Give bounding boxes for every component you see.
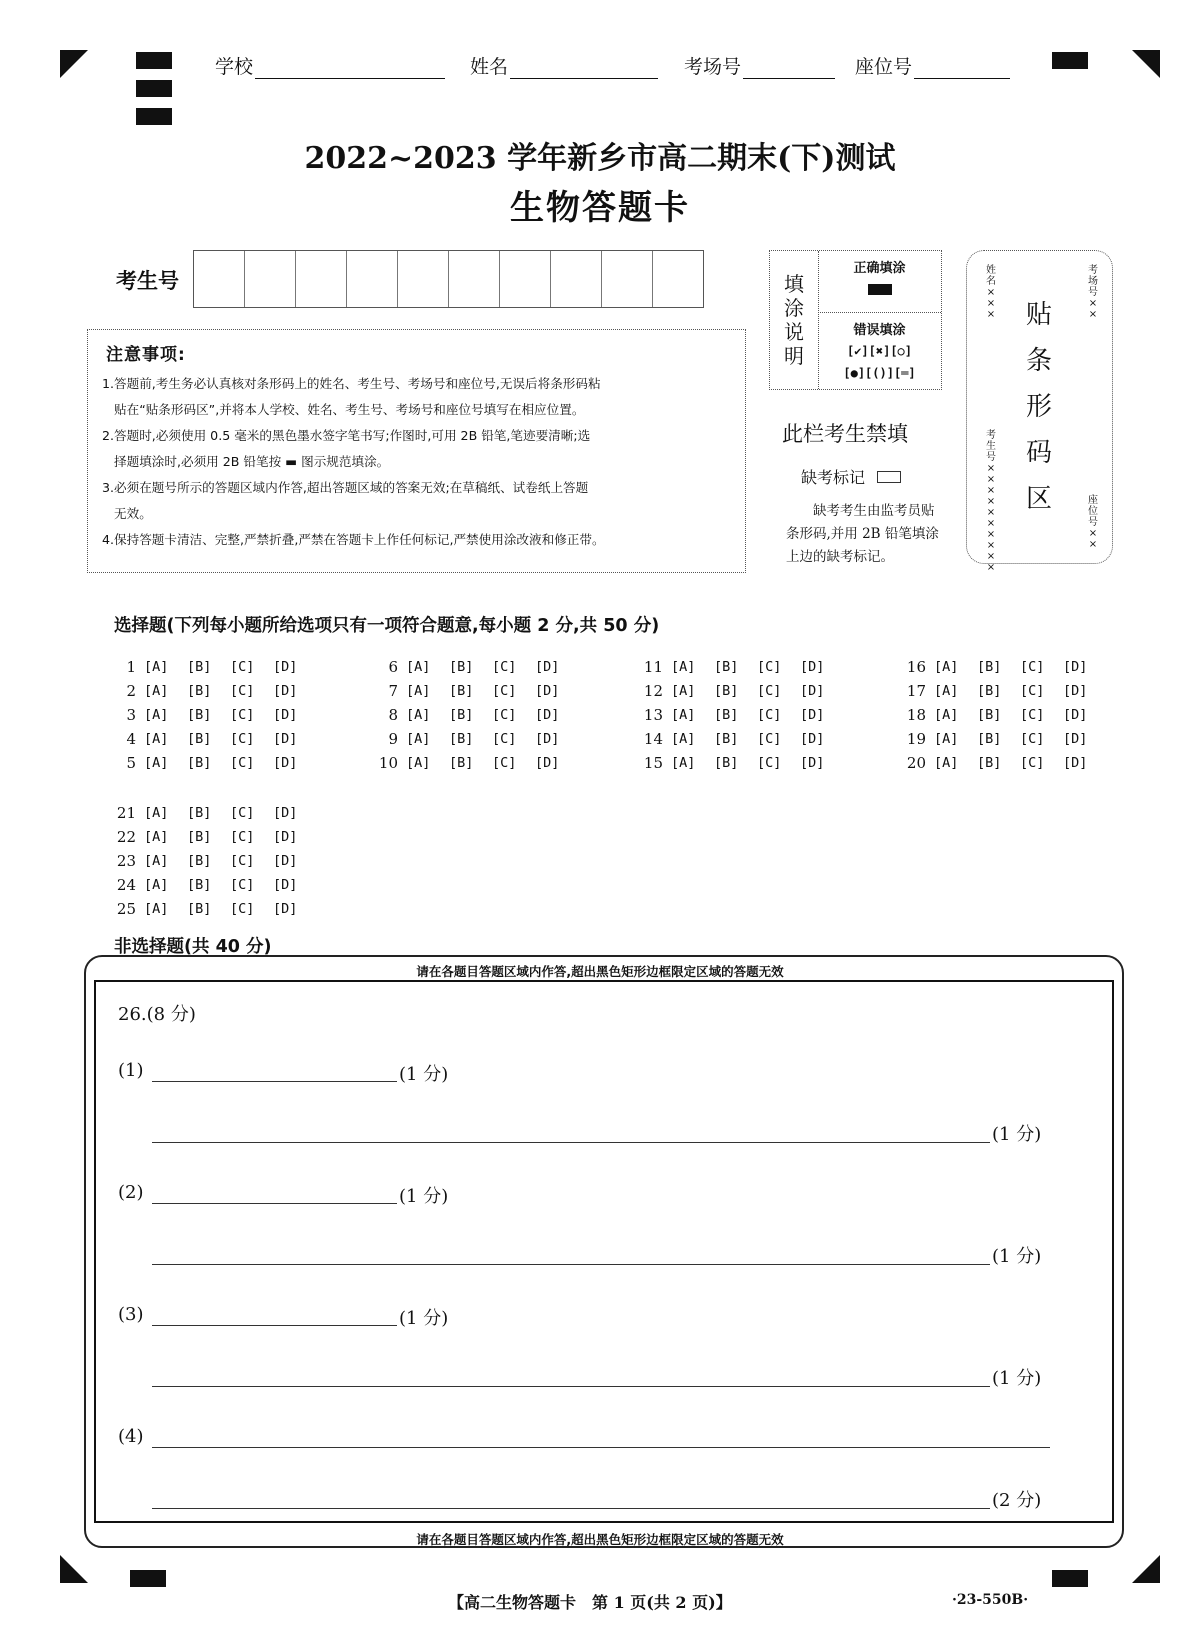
choice-question	[370, 658, 578, 676]
choice-question	[635, 682, 843, 700]
answer-bubble[interactable]: [A]	[671, 755, 696, 771]
part-label: (1)	[118, 1060, 144, 1081]
answer-bubble[interactable]: [B]	[449, 731, 474, 747]
candidate-digit-box[interactable]	[602, 251, 653, 307]
answer-bubble[interactable]: [C]	[230, 731, 255, 747]
question-number: 14	[643, 730, 663, 748]
answer-bubble[interactable]: [B]	[977, 707, 1002, 723]
answer-bubble[interactable]: [D]	[535, 707, 560, 723]
question-number: 6	[388, 658, 398, 676]
question-number: 2	[126, 682, 136, 700]
wrong-fill-row: [●][()][═]	[843, 366, 916, 380]
answer-bubble[interactable]: [A]	[671, 659, 696, 675]
corner-mark-bottom-left	[60, 1555, 88, 1583]
answer-bubble[interactable]: [B]	[187, 707, 212, 723]
answer-bubble[interactable]: [A]	[144, 731, 169, 747]
school-field[interactable]	[215, 52, 445, 79]
answer-bubble[interactable]: [B]	[187, 659, 212, 675]
choice-question	[898, 682, 1106, 700]
answer-region-26[interactable]	[94, 980, 1114, 1523]
answer-bubble[interactable]: [C]	[1020, 659, 1045, 675]
answer-bubble[interactable]: [D]	[273, 683, 298, 699]
part-score: (1 分)	[992, 1124, 1042, 1145]
answer-bubble[interactable]: [A]	[671, 731, 696, 747]
answer-bubble[interactable]: [D]	[800, 731, 825, 747]
answer-bubble[interactable]: [A]	[144, 755, 169, 771]
scan-mark	[130, 1570, 166, 1587]
answer-bubble[interactable]: [B]	[449, 683, 474, 699]
filled-bubble-icon	[868, 284, 892, 295]
absent-checkbox[interactable]	[877, 471, 901, 483]
answer-bubble[interactable]: [A]	[934, 731, 959, 747]
answer-blank[interactable]	[152, 1081, 397, 1082]
choice-question	[635, 754, 843, 772]
question-number: 24	[116, 876, 136, 894]
question-number: 10	[378, 754, 398, 772]
wrong-fill-example	[818, 313, 941, 389]
answer-bubble[interactable]: [A]	[406, 659, 431, 675]
question-number: 16	[906, 658, 926, 676]
answer-bubble[interactable]: [A]	[671, 683, 696, 699]
question-number: 5	[126, 754, 136, 772]
answer-bubble[interactable]: [A]	[144, 683, 169, 699]
answer-bubble[interactable]: [C]	[1020, 707, 1045, 723]
wrong-fill-row: [✔][✖][○]	[846, 344, 913, 358]
scan-mark	[1052, 52, 1088, 69]
answer-bubble[interactable]: [D]	[273, 659, 298, 675]
answer-bubble[interactable]: [B]	[187, 901, 212, 917]
question-number: 23	[116, 852, 136, 870]
answer-bubble[interactable]: [C]	[492, 659, 517, 675]
answer-bubble[interactable]: [B]	[714, 707, 739, 723]
part-label: (4)	[118, 1426, 144, 1447]
answer-bubble[interactable]: [B]	[977, 683, 1002, 699]
question-number: 9	[388, 730, 398, 748]
answer-bubble[interactable]: [C]	[230, 829, 255, 845]
name-line	[510, 60, 658, 79]
answer-bubble[interactable]: [B]	[714, 683, 739, 699]
choice-section-title: 选择题(下列每小题所给选项只有一项符合题意,每小题 2 分,共 50 分)	[114, 616, 660, 636]
answer-bubble[interactable]: [C]	[492, 731, 517, 747]
part-score: (1 分)	[992, 1246, 1042, 1267]
answer-bubble[interactable]: [C]	[230, 683, 255, 699]
choice-question	[108, 658, 316, 676]
answer-bubble[interactable]: [B]	[449, 659, 474, 675]
note-item-cont: 贴在“贴条形码区”,并将本人学校、姓名、考生号、考场号和座位号填写在相应位置。	[114, 402, 585, 417]
correct-fill-label: 正确填涂	[853, 261, 906, 276]
question-number: 18	[906, 706, 926, 724]
answer-bubble[interactable]: [D]	[535, 731, 560, 747]
choice-question	[108, 828, 316, 846]
answer-bubble[interactable]: [D]	[800, 659, 825, 675]
answer-bubble[interactable]: [D]	[1063, 707, 1088, 723]
candidate-digit-box[interactable]	[245, 251, 296, 307]
candidate-digit-box[interactable]	[449, 251, 500, 307]
question-number: 21	[116, 804, 136, 822]
answer-bubble[interactable]: [B]	[449, 755, 474, 771]
answer-bubble[interactable]: [D]	[1063, 659, 1088, 675]
question-number: 8	[388, 706, 398, 724]
answer-bubble[interactable]: [C]	[230, 805, 255, 821]
candidate-digit-box[interactable]	[296, 251, 347, 307]
corner-mark-top-right	[1132, 50, 1160, 78]
choice-question	[898, 730, 1106, 748]
answer-bubble[interactable]: [B]	[977, 731, 1002, 747]
answer-bubble[interactable]: [C]	[757, 683, 782, 699]
note-item-cont: 择题填涂时,必须用 2B 铅笔按 ▬ 图示规范填涂。	[114, 454, 390, 469]
answer-bubble[interactable]: [B]	[977, 755, 1002, 771]
answer-bubble[interactable]: [A]	[144, 659, 169, 675]
answer-bubble[interactable]: [B]	[714, 755, 739, 771]
corner-mark-bottom-right	[1132, 1555, 1160, 1583]
part-score: (1 分)	[399, 1186, 449, 1207]
choice-question	[370, 682, 578, 700]
answer-bubble[interactable]: [B]	[187, 829, 212, 845]
answer-bubble[interactable]: [D]	[535, 683, 560, 699]
question-number: 20	[906, 754, 926, 772]
scan-mark	[1052, 1570, 1088, 1587]
answer-bubble[interactable]: [B]	[187, 805, 212, 821]
note-item: 4.保持答题卡清洁、完整,严禁折叠,严禁在答题卡上作任何标记,严禁使用涂改液和修正带。	[102, 532, 605, 547]
fill-instructions	[769, 250, 942, 390]
question-number: 25	[116, 900, 136, 918]
notes-box	[87, 329, 746, 573]
barcode-area-label: 贴 条 形 码 区	[1025, 300, 1052, 514]
answer-bubble[interactable]: [C]	[492, 755, 517, 771]
question-number: 19	[906, 730, 926, 748]
question-number: 12	[643, 682, 663, 700]
absent-note: 缺考考生由监考员贴条形码,并用 2B 铅笔填涂上边的缺考标记。	[786, 503, 939, 565]
choice-question	[108, 706, 316, 724]
answer-bubble[interactable]: [C]	[230, 755, 255, 771]
name-label: 姓名	[470, 56, 509, 78]
answer-bubble[interactable]: [B]	[714, 731, 739, 747]
answer-bubble[interactable]: [A]	[144, 707, 169, 723]
answer-bubble[interactable]: [A]	[406, 683, 431, 699]
seat-field[interactable]	[855, 52, 1010, 79]
answer-bubble[interactable]: [B]	[187, 755, 212, 771]
answer-bubble[interactable]: [C]	[757, 755, 782, 771]
candidate-digit-box[interactable]	[398, 251, 449, 307]
answer-blank[interactable]	[152, 1142, 990, 1143]
part-label: (3)	[118, 1304, 144, 1325]
answer-bubble[interactable]: [D]	[273, 755, 298, 771]
answer-bubble[interactable]: [D]	[273, 901, 298, 917]
page-footer: 【高二生物答题卡 第 1 页(共 2 页)】	[448, 1593, 732, 1612]
barcode-seat-placeholder: 座位号××	[1088, 495, 1098, 550]
answer-bubble[interactable]: [C]	[492, 707, 517, 723]
answer-bubble[interactable]: [A]	[934, 707, 959, 723]
answer-bubble[interactable]: [A]	[406, 731, 431, 747]
choice-question	[108, 730, 316, 748]
barcode-name-placeholder: 姓名×××	[986, 265, 996, 320]
answer-bubble[interactable]: [A]	[144, 877, 169, 893]
answer-bubble[interactable]: [A]	[934, 659, 959, 675]
choice-question	[370, 754, 578, 772]
answer-bubble[interactable]: [D]	[1063, 731, 1088, 747]
candidate-digit-box[interactable]	[551, 251, 602, 307]
answer-blank[interactable]	[152, 1325, 397, 1326]
answer-bubble[interactable]: [C]	[1020, 731, 1045, 747]
answer-bubble[interactable]: [C]	[757, 659, 782, 675]
paper-code: ·23-550B·	[952, 1592, 1029, 1608]
choice-question	[108, 876, 316, 894]
card-title: 生物答题卡	[510, 188, 690, 228]
answer-bubble[interactable]: [D]	[1063, 683, 1088, 699]
note-item: 2.答题时,必须使用 0.5 毫米的黑色墨水签字笔书写;作图时,可用 2B 铅笔,笔迹要清晰;选	[102, 428, 591, 443]
choice-question	[635, 706, 843, 724]
school-line	[255, 60, 445, 79]
answer-bubble[interactable]: [B]	[187, 731, 212, 747]
notes-heading: 注意事项:	[106, 345, 186, 365]
exam-title: 2022~2023 学年新乡市高二期末(下)测试	[304, 141, 896, 176]
exam-room-label: 考场号	[684, 56, 742, 78]
answer-warning-top: 请在各题目答题区域内作答,超出黑色矩形边框限定区域的答题无效	[416, 964, 784, 979]
barcode-room-placeholder: 考场号××	[1088, 265, 1098, 320]
answer-bubble[interactable]: [A]	[406, 755, 431, 771]
choice-question	[635, 730, 843, 748]
answer-bubble[interactable]: [D]	[800, 683, 825, 699]
answer-blank[interactable]	[152, 1447, 1050, 1448]
answer-bubble[interactable]: [C]	[757, 731, 782, 747]
choice-question	[108, 682, 316, 700]
part-score: (1 分)	[399, 1064, 449, 1085]
choice-question	[898, 658, 1106, 676]
answer-bubble[interactable]: [D]	[273, 707, 298, 723]
choice-question	[108, 754, 316, 772]
exam-room-field[interactable]	[684, 52, 835, 79]
question-number: 22	[116, 828, 136, 846]
seat-label: 座位号	[855, 56, 913, 78]
answer-bubble[interactable]: [B]	[714, 659, 739, 675]
answer-bubble[interactable]: [B]	[977, 659, 1002, 675]
scan-mark	[136, 108, 172, 125]
scan-mark	[136, 80, 172, 97]
scan-mark	[136, 52, 172, 69]
answer-blank[interactable]	[152, 1508, 990, 1509]
answer-bubble[interactable]: [D]	[273, 877, 298, 893]
corner-mark-top-left	[60, 50, 88, 78]
answer-bubble[interactable]: [A]	[144, 901, 169, 917]
answer-bubble[interactable]: [D]	[273, 731, 298, 747]
answer-bubble[interactable]: [C]	[230, 853, 255, 869]
answer-bubble[interactable]: [A]	[144, 853, 169, 869]
candidate-digit-box[interactable]	[500, 251, 551, 307]
choice-question	[370, 706, 578, 724]
answer-bubble[interactable]: [D]	[535, 755, 560, 771]
answer-bubble[interactable]: [B]	[187, 683, 212, 699]
part-score: (1 分)	[399, 1308, 449, 1329]
question-26-title: 26.(8 分)	[118, 1004, 196, 1025]
question-number: 7	[388, 682, 398, 700]
answer-bubble[interactable]: [D]	[273, 853, 298, 869]
answer-bubble[interactable]: [B]	[187, 877, 212, 893]
school-label: 学校	[215, 56, 254, 78]
answer-bubble[interactable]: [D]	[1063, 755, 1088, 771]
answer-bubble[interactable]: [D]	[535, 659, 560, 675]
note-item: 3.必须在题号所示的答题区域内作答,超出答题区域的答案无效;在草稿纸、试卷纸上答题	[102, 480, 589, 495]
answer-bubble[interactable]: [C]	[757, 707, 782, 723]
part-label: (2)	[118, 1182, 144, 1203]
answer-bubble[interactable]: [D]	[273, 805, 298, 821]
choice-question	[108, 852, 316, 870]
absent-mark-label: 缺考标记	[801, 468, 866, 487]
choice-question	[370, 730, 578, 748]
candidate-digit-box[interactable]	[347, 251, 398, 307]
proctor-only-label: 此栏考生禁填	[782, 422, 908, 446]
answer-bubble[interactable]: [C]	[1020, 683, 1045, 699]
candidate-digit-box[interactable]	[653, 251, 703, 307]
absent-mark	[801, 465, 901, 488]
barcode-candidate-placeholder: 考生号××××××××××	[986, 430, 996, 573]
answer-warning-bottom: 请在各题目答题区域内作答,超出黑色矩形边框限定区域的答题无效	[416, 1532, 784, 1547]
answer-bubble[interactable]: [A]	[934, 755, 959, 771]
choice-question	[108, 900, 316, 918]
nonchoice-section-title: 非选择题(共 40 分)	[114, 937, 272, 957]
seat-line	[914, 60, 1010, 79]
wrong-fill-label: 错误填涂	[853, 323, 906, 338]
part-score: (2 分)	[992, 1490, 1042, 1511]
note-item: 1.答题前,考生务必认真核对条形码上的姓名、考生号、考场号和座位号,无误后将条形码粘	[102, 376, 601, 391]
candidate-number-boxes[interactable]	[193, 250, 704, 308]
correct-fill-example	[818, 251, 941, 313]
part-score: (1 分)	[992, 1368, 1042, 1389]
answer-bubble[interactable]: [A]	[144, 805, 169, 821]
question-number: 1	[126, 658, 136, 676]
answer-bubble[interactable]: [A]	[934, 683, 959, 699]
choice-question	[898, 754, 1106, 772]
choice-question	[108, 804, 316, 822]
answer-bubble[interactable]: [C]	[1020, 755, 1045, 771]
answer-bubble[interactable]: [A]	[144, 829, 169, 845]
choice-question	[635, 658, 843, 676]
candidate-digit-box[interactable]	[194, 251, 245, 307]
exam-room-line	[743, 60, 835, 79]
answer-bubble[interactable]: [D]	[273, 829, 298, 845]
answer-bubble[interactable]: [D]	[800, 755, 825, 771]
answer-bubble[interactable]: [B]	[187, 853, 212, 869]
answer-bubble[interactable]: [D]	[800, 707, 825, 723]
fill-instructions-label: 填 涂 说 明	[770, 251, 819, 389]
answer-blank[interactable]	[152, 1386, 990, 1387]
answer-bubble[interactable]: [C]	[492, 683, 517, 699]
question-number: 11	[643, 658, 663, 676]
question-number: 17	[906, 682, 926, 700]
question-number: 13	[643, 706, 663, 724]
question-number: 3	[126, 706, 136, 724]
answer-blank[interactable]	[152, 1203, 397, 1204]
question-number: 4	[126, 730, 136, 748]
answer-bubble[interactable]: [A]	[671, 707, 696, 723]
candidate-number-label: 考生号	[116, 269, 179, 293]
answer-bubble[interactable]: [C]	[230, 659, 255, 675]
note-item-cont: 无效。	[114, 506, 152, 521]
name-field[interactable]	[470, 52, 658, 79]
answer-bubble[interactable]: [C]	[230, 707, 255, 723]
answer-blank[interactable]	[152, 1264, 990, 1265]
answer-bubble[interactable]: [A]	[406, 707, 431, 723]
answer-bubble[interactable]: [B]	[449, 707, 474, 723]
answer-bubble[interactable]: [C]	[230, 901, 255, 917]
answer-bubble[interactable]: [C]	[230, 877, 255, 893]
choice-question	[898, 706, 1106, 724]
question-number: 15	[643, 754, 663, 772]
